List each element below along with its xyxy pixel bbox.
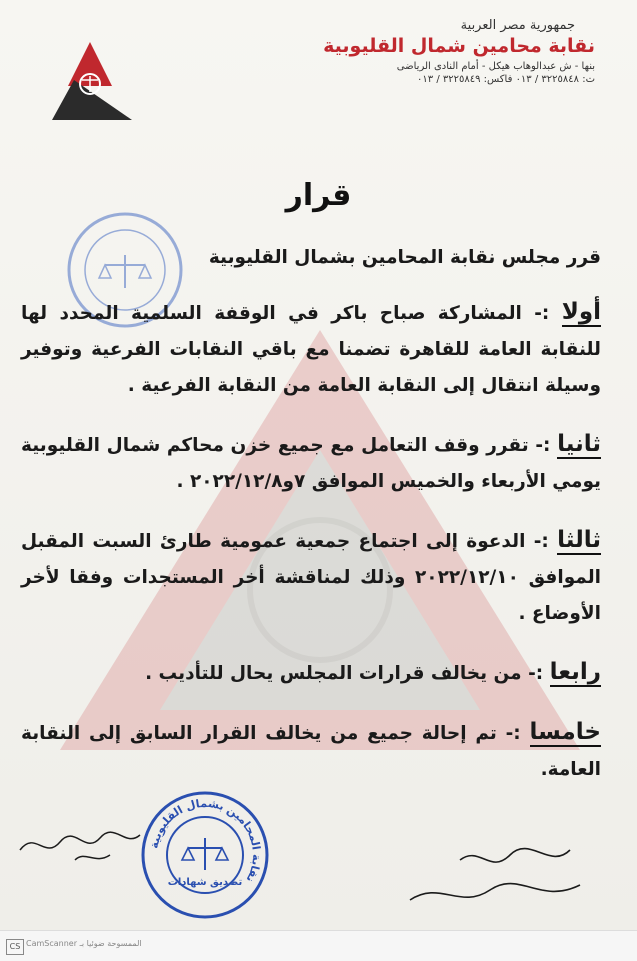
signature-right-icon <box>400 840 590 920</box>
decision-item <box>21 294 601 404</box>
scanner-footer <box>0 930 637 961</box>
item-label: ثانيا <box>557 431 601 457</box>
phone-line: ت: ٣٢٢٥٨٤٨ / ٠١٣ فاكس: ٣٢٢٥٨٤٩ / ٠١٣ <box>417 74 595 85</box>
document-title: قرار <box>285 178 352 213</box>
item-text: :- تم إحالة جميع من يخالف القرار السابق إلى النقابة العامة. <box>21 723 601 780</box>
decision-body <box>21 240 601 810</box>
item-text: :- من يخالف قرارات المجلس يحال للتأديب . <box>145 663 544 684</box>
decision-item <box>21 654 601 692</box>
signature-left-icon <box>15 820 145 870</box>
item-label: رابعا <box>549 659 601 685</box>
item-label: ثالثا <box>557 527 601 553</box>
stamp-ring-text: نقابة المحامين بشمال القليوبية <box>147 796 264 885</box>
syndicate-logo-icon <box>52 40 134 120</box>
camscanner-icon: CS <box>6 939 24 955</box>
item-text: :- الدعوة إلى اجتماع جمعية عمومية طارئ السبت المقبل الموافق ٢٠٢٢/١٢/١٠ وذلك لمناقشة أخر المستجدات وفقا لأخر الأوضاع . <box>21 531 601 624</box>
address-line: بنها - ش عبدالوهاب هيكل - أمام النادى الرياضى <box>396 61 595 72</box>
country-name: جمهورية مصر العربية <box>460 18 575 33</box>
item-text: :- المشاركة صباح باكر في الوقفة السلمية المحدد لها للنقابة العامة للقاهرة تضمنا مع باقي النقابات الفرعية وتوفير وسيلة انتقال إلى النقابة العامة من النقابة الفرعية . <box>21 303 601 396</box>
decision-item <box>21 426 601 500</box>
syndicate-name: نقابة محامين شمال القليوبية <box>323 35 595 57</box>
stamp-center-text: تصديق شهادات <box>167 877 243 888</box>
official-stamp-icon <box>140 790 270 920</box>
decision-item <box>21 522 601 632</box>
item-text: :- تقرر وقف التعامل مع جميع خزن محاكم شمال القليوبية يومي الأربعاء والخميس الموافق ٧و٢٠٢٢/١٢/٨ . <box>21 435 601 492</box>
decision-intro: قرر مجلس نقابة المحامين بشمال القليوبية <box>208 247 601 268</box>
item-label: أولا <box>561 299 601 325</box>
decision-item <box>21 714 601 788</box>
letterhead <box>265 18 595 85</box>
item-label: خامسا <box>529 719 601 745</box>
camscanner-text: CamScanner الممسوحة ضوئيا بـ <box>26 939 142 948</box>
